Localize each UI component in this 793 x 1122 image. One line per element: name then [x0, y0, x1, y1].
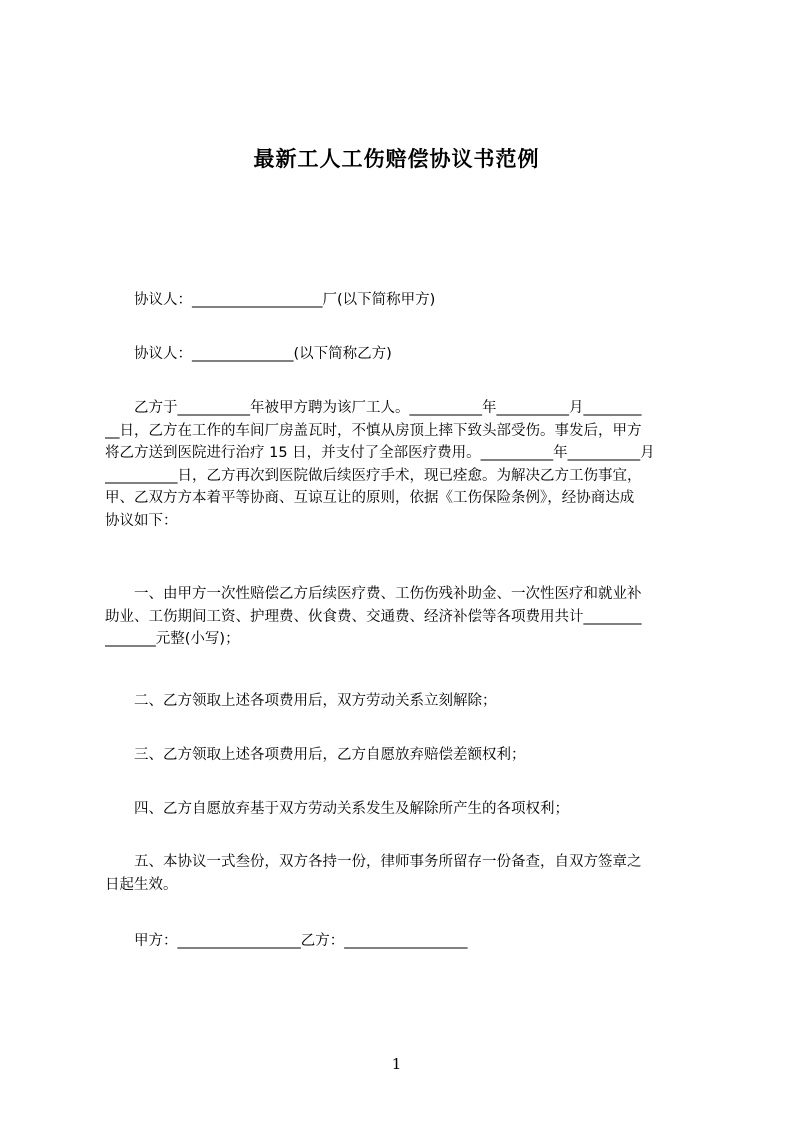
page-number: 1: [391, 1055, 402, 1073]
document-title: 最新工人工伤赔偿协议书范例: [253, 147, 540, 171]
clause-1-line: 一、由甲方一次性赔偿乙方后续医疗费、工伤伤残补助金、一次性医疗和就业补: [105, 586, 642, 602]
intro-line: __日，乙方在工作的车间厂房盖瓦时，不慎从房顶上摔下致头部受伤。事发后，甲方: [105, 422, 642, 439]
intro-paragraph: [105, 397, 698, 532]
clause-5-paragraph: [105, 851, 698, 896]
intro-line: 将乙方送到医院进行治疗 15 日，并支付了全部医疗费用。__________年__________月: [105, 445, 655, 461]
intro-line: 甲、乙双方方本着平等协商、互谅互让的原则，依据《工伤保险条例》，经协商达成: [105, 490, 635, 506]
clause-1-paragraph: [105, 583, 698, 651]
clause-1-line: _______元整(小写)；: [105, 631, 240, 647]
intro-line: 乙方于__________年被甲方聘为该厂工人。__________年__________月________: [105, 400, 642, 416]
party-a-line: 协议人：__________________厂(以下简称甲方): [105, 292, 436, 308]
clause-5-line: 五、本协议一式叁份，双方各持一份，律师事务所留存一份备查，自双方签章之: [105, 854, 642, 870]
clause-1-line: 助业、工伤期间工资、护理费、伙食费、交通费、经济补偿等各项费用共计________: [105, 608, 642, 625]
clause-3: 三、乙方领取上述各项费用后，乙方自愿放弃赔偿差额权利；: [105, 747, 526, 763]
signature-line: 甲方：_________________乙方：_________________: [105, 933, 468, 949]
clause-4: 四、乙方自愿放弃基于双方劳动关系发生及解除所产生的各项权利；: [105, 801, 569, 817]
clause-2: 二、乙方领取上述各项费用后，双方劳动关系立刻解除；: [105, 693, 497, 709]
party-b-line: 协议人：______________(以下简称乙方): [105, 346, 392, 362]
clause-5-line: 日起生效。: [105, 876, 178, 893]
intro-line: __________日，乙方再次到医院做后续医疗手术，现已痊愈。为解决乙方工伤事宜，: [105, 467, 642, 484]
intro-line: 协议如下：: [105, 512, 178, 529]
